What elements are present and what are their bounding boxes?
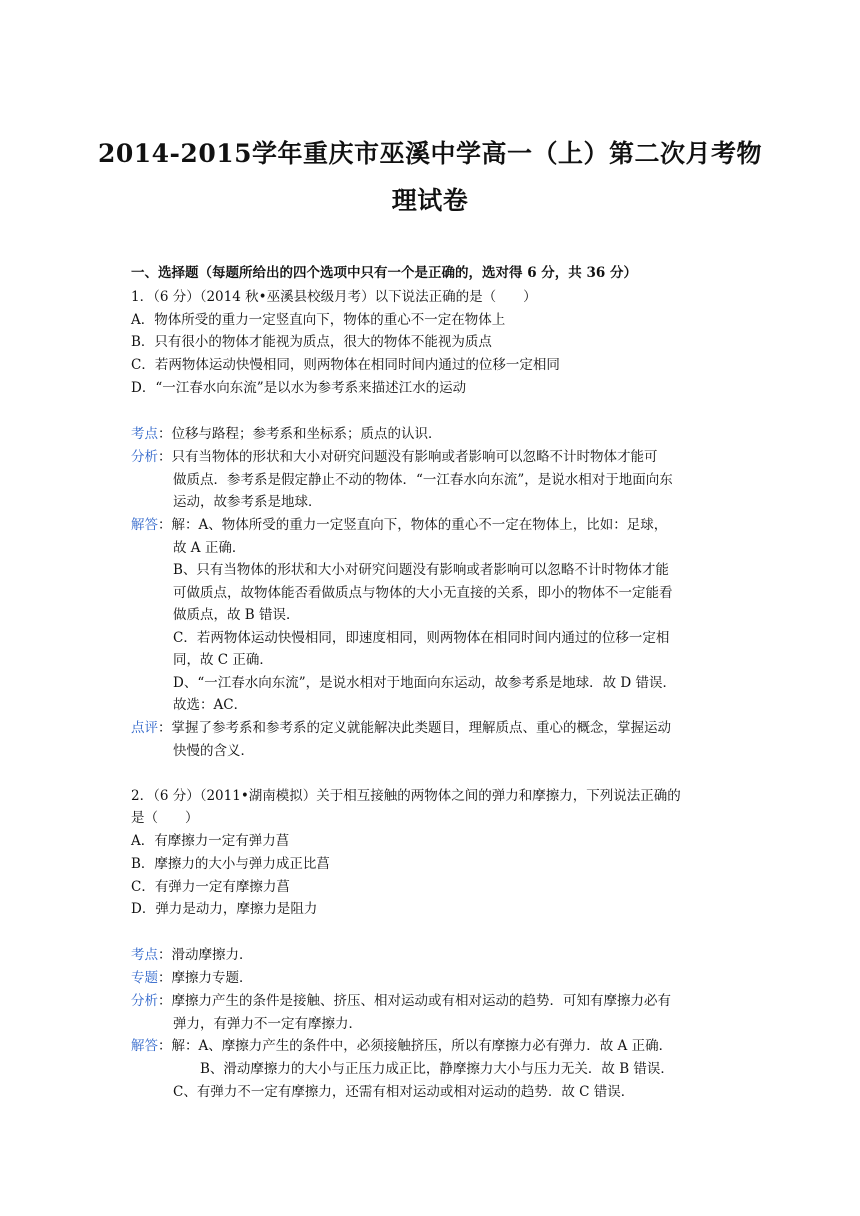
q2-jieda-line-2: B、滑动摩擦力的大小与正压力成正比，静摩擦力大小与压力无关．故 B 错误．	[200, 1061, 674, 1077]
q1-jieda-label: 解答	[131, 517, 158, 533]
q1-option-c: C．若两物体运动快慢相同，则两物体在相同时间内通过的位移一定相同	[131, 357, 560, 373]
q1-jieda-line-7: 同，故 C 正确．	[173, 652, 273, 668]
q1-option-d: D．“一江春水向东流”是以水为参考系来描述江水的运动	[131, 380, 467, 396]
page-title-line-2: 理试卷	[391, 186, 469, 215]
q1-jieda-line-1	[131, 515, 731, 535]
q1-fenxi-line-2: 做质点．参考系是假定静止不动的物体．“一江春水向东流”，是说水相对于地面向东	[173, 472, 673, 488]
q1-stem: 1．（6 分）（2014 秋•巫溪县校级月考）以下说法正确的是（ ）	[131, 289, 537, 305]
q1-fenxi-line-3: 运动，故参考系是地球．	[173, 494, 322, 510]
q1-dianping-text-1: ：掌握了参考系和参考系的定义就能解决此类题目，理解质点、重心的概念，掌握运动	[158, 720, 671, 736]
q1-kaodian-label: 考点	[131, 426, 158, 442]
q1-option-a: A．物体所受的重力一定竖直向下，物体的重心不一定在物体上	[131, 312, 506, 328]
q1-fenxi-text-1: ：只有当物体的形状和大小对研究问题没有影响或者影响可以忽略不计时物体才能可	[158, 449, 658, 465]
q2-option-d: D．弹力是动力，摩擦力是阻力	[131, 901, 318, 917]
q1-jieda-line-3: B、只有当物体的形状和大小对研究问题没有影响或者影响可以忽略不计时物体才能	[173, 562, 669, 578]
q2-jieda-line-3: C、有弹力不一定有摩擦力，还需有相对运动或相对运动的趋势．故 C 错误．	[173, 1084, 635, 1100]
page-title-line-1: 2014-2015学年重庆市巫溪中学高一（上）第二次月考物	[97, 139, 763, 168]
q2-kaodian-text: ：滑动摩擦力．	[158, 947, 253, 963]
q2-zhuanti	[131, 968, 731, 988]
q1-option-b: B．只有很小的物体才能视为质点，很大的物体不能视为质点	[131, 334, 492, 350]
q2-option-b: B．摩擦力的大小与弹力成正比菖	[131, 856, 330, 872]
q2-zhuanti-label: 专题	[131, 970, 158, 986]
q1-dianping-line-2: 快慢的含义．	[173, 743, 254, 759]
q2-fenxi-line-2: 弹力，有弹力不一定有摩擦力．	[173, 1016, 362, 1032]
q2-fenxi-line-1	[131, 991, 731, 1011]
q1-jieda-line-2: 故 A 正确．	[173, 540, 246, 556]
q2-stem-line-2: 是（ ）	[131, 810, 199, 826]
q1-jieda-line-8: D、“一江春水向东流”，是说水相对于地面向东运动，故参考系是地球．故 D 错误．	[173, 675, 677, 691]
q2-kaodian-label: 考点	[131, 947, 158, 963]
q1-jieda-text-1: ：解：A、物体所受的重力一定竖直向下，物体的重心不一定在物体上，比如：足球，	[158, 517, 668, 533]
q1-kaodian	[131, 424, 731, 444]
q2-fenxi-label: 分析	[131, 993, 158, 1009]
q1-jieda-line-6: C．若两物体运动快慢相同，即速度相同，则两物体在相同时间内通过的位移一定相	[173, 630, 670, 646]
q2-jieda-line-1	[131, 1036, 731, 1056]
q1-kaodian-text: ：位移与路程；参考系和坐标系；质点的认识．	[158, 426, 442, 442]
q1-fenxi-label: 分析	[131, 449, 158, 465]
q2-fenxi-text-1: ：摩擦力产生的条件是接触、挤压、相对运动或有相对运动的趋势．可知有摩擦力必有	[158, 993, 671, 1009]
q2-option-a: A．有摩擦力一定有弹力菖	[131, 833, 290, 849]
q1-jieda-line-9: 故选：AC．	[173, 697, 248, 713]
q1-dianping-line-1	[131, 718, 731, 738]
q2-stem-line-1: 2．（6 分）（2011•湖南模拟）关于相互接触的两物体之间的弹力和摩擦力，下列说法正确的	[131, 788, 681, 804]
q2-zhuanti-text: ：摩擦力专题．	[158, 970, 253, 986]
q2-option-c: C．有弹力一定有摩擦力菖	[131, 879, 290, 895]
section-heading: 一、选择题（每题所给出的四个选项中只有一个是正确的，选对得 6 分，共 36 分）	[131, 265, 637, 281]
q1-fenxi-line-1	[131, 447, 731, 467]
q1-dianping-label: 点评	[131, 720, 158, 736]
q2-kaodian	[131, 945, 731, 965]
q2-jieda-text-1: ：解：A、摩擦力产生的条件中，必须接触挤压，所以有摩擦力必有弹力．故 A 正确．	[158, 1038, 673, 1054]
q2-jieda-label: 解答	[131, 1038, 158, 1054]
q1-jieda-line-5: 做质点，故 B 错误．	[173, 607, 300, 623]
q1-jieda-line-4: 可做质点，故物体能否看做质点与物体的大小无直接的关系，即小的物体不一定能看	[173, 585, 673, 601]
